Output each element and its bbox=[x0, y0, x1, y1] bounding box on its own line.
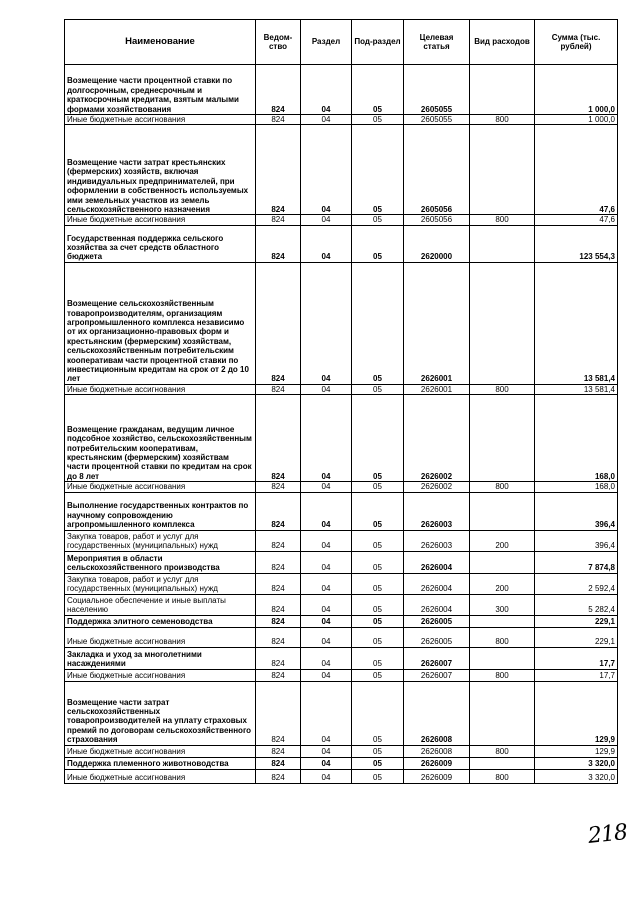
row-name: Возмещение сельскохозяйственным товаропроизводителям, организациям агропромышленного комплекса независимо от их организационно-правовых форм и крестьянским (фермерским) хозяйствам, сельскохозяйственным потребительским кооперативам части процентной ставки по инвестиционным кредитам на срок от 2 до 10 лет bbox=[65, 262, 256, 384]
row-subsection: 05 bbox=[352, 551, 404, 573]
row-sum: 123 554,3 bbox=[535, 225, 618, 262]
row-name: Иные бюджетные ассигнования bbox=[65, 669, 256, 681]
row-dept: 824 bbox=[256, 492, 301, 530]
row-subsection: 05 bbox=[352, 215, 404, 225]
row-subsection: 05 bbox=[352, 573, 404, 594]
row-target: 2626002 bbox=[404, 482, 470, 492]
row-target: 2626002 bbox=[404, 395, 470, 482]
row-name: Закупка товаров, работ и услуг для государственных (муниципальных) нужд bbox=[65, 573, 256, 594]
row-name: Государственная поддержка сельского хозяйства за счет средств областного бюджета bbox=[65, 225, 256, 262]
row-section: 04 bbox=[301, 681, 352, 745]
table-row bbox=[65, 262, 618, 384]
row-name: Закупка товаров, работ и услуг для государственных (муниципальных) нужд bbox=[65, 530, 256, 551]
row-target: 2626003 bbox=[404, 492, 470, 530]
table-row bbox=[65, 647, 618, 669]
row-type: 800 bbox=[470, 745, 535, 757]
row-subsection: 05 bbox=[352, 225, 404, 262]
row-sum: 168,0 bbox=[535, 395, 618, 482]
row-name: Возмещение части затрат крестьянских (фермерских) хозяйств, включая индивидуальных предпринимателей, при оформлении в собственность используемых ими земельных участков из земель сельскохозяйственного назначения bbox=[65, 125, 256, 215]
row-target: 2605056 bbox=[404, 125, 470, 215]
row-section: 04 bbox=[301, 627, 352, 647]
row-section: 04 bbox=[301, 757, 352, 769]
row-name: Возмещение части процентной ставки по долгосрочным, среднесрочным и краткосрочным кредитам, взятым малыми формами хозяйствования bbox=[65, 65, 256, 115]
row-dept: 824 bbox=[256, 615, 301, 627]
row-dept: 824 bbox=[256, 225, 301, 262]
row-subsection: 05 bbox=[352, 65, 404, 115]
row-name: Возмещение части затрат сельскохозяйственных товаропроизводителей на уплату страховых премий по договорам сельскохозяйственного страхования bbox=[65, 681, 256, 745]
row-section: 04 bbox=[301, 745, 352, 757]
table-row bbox=[65, 681, 618, 745]
row-dept: 824 bbox=[256, 115, 301, 125]
page-number: 218 bbox=[586, 820, 629, 849]
row-dept: 824 bbox=[256, 262, 301, 384]
row-type bbox=[470, 647, 535, 669]
row-sum: 1 000,0 bbox=[535, 115, 618, 125]
row-type: 800 bbox=[470, 627, 535, 647]
row-subsection: 05 bbox=[352, 757, 404, 769]
row-sum: 3 320,0 bbox=[535, 769, 618, 783]
table-row bbox=[65, 115, 618, 125]
row-type bbox=[470, 395, 535, 482]
row-sum: 129,9 bbox=[535, 681, 618, 745]
table-row bbox=[65, 65, 618, 115]
row-target: 2626008 bbox=[404, 745, 470, 757]
row-target: 2620000 bbox=[404, 225, 470, 262]
row-subsection: 05 bbox=[352, 647, 404, 669]
row-target: 2626001 bbox=[404, 384, 470, 394]
row-target: 2626004 bbox=[404, 551, 470, 573]
row-type bbox=[470, 65, 535, 115]
row-sum: 396,4 bbox=[535, 530, 618, 551]
header-row bbox=[65, 20, 618, 65]
row-dept: 824 bbox=[256, 551, 301, 573]
row-subsection: 05 bbox=[352, 669, 404, 681]
row-sum: 47,6 bbox=[535, 125, 618, 215]
row-sum: 229,1 bbox=[535, 627, 618, 647]
row-section: 04 bbox=[301, 384, 352, 394]
row-subsection: 05 bbox=[352, 482, 404, 492]
row-subsection: 05 bbox=[352, 262, 404, 384]
row-type bbox=[470, 125, 535, 215]
row-dept: 824 bbox=[256, 530, 301, 551]
row-sum: 5 282,4 bbox=[535, 594, 618, 615]
table-row bbox=[65, 551, 618, 573]
row-name: Возмещение гражданам, ведущим личное подсобное хозяйство, сельскохозяйственным потребительским кооперативам, крестьянским (фермерским) хозяйствам части процентной ставки по кредитам на срок до 8 лет bbox=[65, 395, 256, 482]
table-row bbox=[65, 215, 618, 225]
row-name: Иные бюджетные ассигнования bbox=[65, 215, 256, 225]
row-target: 2605055 bbox=[404, 65, 470, 115]
row-subsection: 05 bbox=[352, 681, 404, 745]
row-section: 04 bbox=[301, 115, 352, 125]
row-dept: 824 bbox=[256, 757, 301, 769]
row-name: Иные бюджетные ассигнования bbox=[65, 627, 256, 647]
row-name: Поддержка племенного животноводства bbox=[65, 757, 256, 769]
row-target: 2626005 bbox=[404, 627, 470, 647]
row-type bbox=[470, 757, 535, 769]
row-section: 04 bbox=[301, 125, 352, 215]
row-dept: 824 bbox=[256, 669, 301, 681]
row-section: 04 bbox=[301, 647, 352, 669]
table-row bbox=[65, 225, 618, 262]
row-sum: 7 874,8 bbox=[535, 551, 618, 573]
row-name: Социальное обеспечение и иные выплаты населению bbox=[65, 594, 256, 615]
row-type: 800 bbox=[470, 669, 535, 681]
row-type bbox=[470, 492, 535, 530]
row-type bbox=[470, 225, 535, 262]
row-target: 2626005 bbox=[404, 615, 470, 627]
row-target: 2626004 bbox=[404, 573, 470, 594]
row-sum: 129,9 bbox=[535, 745, 618, 757]
row-target: 2605055 bbox=[404, 115, 470, 125]
table-row bbox=[65, 530, 618, 551]
row-type bbox=[470, 551, 535, 573]
row-sum: 13 581,4 bbox=[535, 262, 618, 384]
row-type bbox=[470, 681, 535, 745]
row-sum: 2 592,4 bbox=[535, 573, 618, 594]
row-subsection: 05 bbox=[352, 769, 404, 783]
row-section: 04 bbox=[301, 215, 352, 225]
table-row bbox=[65, 769, 618, 783]
table-row bbox=[65, 615, 618, 627]
row-dept: 824 bbox=[256, 627, 301, 647]
row-section: 04 bbox=[301, 573, 352, 594]
row-section: 04 bbox=[301, 65, 352, 115]
row-section: 04 bbox=[301, 262, 352, 384]
row-target: 2626009 bbox=[404, 757, 470, 769]
row-target: 2626008 bbox=[404, 681, 470, 745]
row-subsection: 05 bbox=[352, 530, 404, 551]
row-name: Иные бюджетные ассигнования bbox=[65, 384, 256, 394]
row-sum: 396,4 bbox=[535, 492, 618, 530]
row-type: 200 bbox=[470, 530, 535, 551]
row-dept: 824 bbox=[256, 395, 301, 482]
row-dept: 824 bbox=[256, 215, 301, 225]
row-type: 800 bbox=[470, 215, 535, 225]
row-section: 04 bbox=[301, 551, 352, 573]
header-dept: Ведом-ство bbox=[256, 20, 301, 65]
table-row bbox=[65, 669, 618, 681]
row-type: 800 bbox=[470, 115, 535, 125]
row-target: 2626001 bbox=[404, 262, 470, 384]
header-sum: Сумма (тыс. рублей) bbox=[535, 20, 618, 65]
row-sum: 168,0 bbox=[535, 482, 618, 492]
row-section: 04 bbox=[301, 395, 352, 482]
row-type: 800 bbox=[470, 769, 535, 783]
header-type: Вид расходов bbox=[470, 20, 535, 65]
row-dept: 824 bbox=[256, 745, 301, 757]
row-name: Иные бюджетные ассигнования bbox=[65, 482, 256, 492]
row-dept: 824 bbox=[256, 482, 301, 492]
table-row bbox=[65, 482, 618, 492]
table-row bbox=[65, 125, 618, 215]
row-dept: 824 bbox=[256, 573, 301, 594]
row-dept: 824 bbox=[256, 125, 301, 215]
header-target: Целевая статья bbox=[404, 20, 470, 65]
row-type: 200 bbox=[470, 573, 535, 594]
row-sum: 3 320,0 bbox=[535, 757, 618, 769]
row-subsection: 05 bbox=[352, 125, 404, 215]
row-name: Мероприятия в области сельскохозяйственного производства bbox=[65, 551, 256, 573]
budget-table bbox=[64, 19, 618, 784]
row-subsection: 05 bbox=[352, 115, 404, 125]
row-section: 04 bbox=[301, 530, 352, 551]
row-type: 800 bbox=[470, 384, 535, 394]
row-type bbox=[470, 615, 535, 627]
row-dept: 824 bbox=[256, 65, 301, 115]
row-name: Выполнение государственных контрактов по научному сопровождению агропромышленного комплекса bbox=[65, 492, 256, 530]
table-row bbox=[65, 594, 618, 615]
row-type bbox=[470, 262, 535, 384]
row-name: Иные бюджетные ассигнования bbox=[65, 769, 256, 783]
table-row bbox=[65, 384, 618, 394]
row-section: 04 bbox=[301, 769, 352, 783]
row-sum: 1 000,0 bbox=[535, 65, 618, 115]
row-name: Иные бюджетные ассигнования bbox=[65, 745, 256, 757]
header-name: Наименование bbox=[65, 20, 256, 65]
row-dept: 824 bbox=[256, 384, 301, 394]
row-subsection: 05 bbox=[352, 627, 404, 647]
row-target: 2626004 bbox=[404, 594, 470, 615]
row-section: 04 bbox=[301, 594, 352, 615]
row-dept: 824 bbox=[256, 647, 301, 669]
row-section: 04 bbox=[301, 492, 352, 530]
row-subsection: 05 bbox=[352, 745, 404, 757]
row-sum: 47,6 bbox=[535, 215, 618, 225]
header-subsection: Под-раздел bbox=[352, 20, 404, 65]
table-row bbox=[65, 573, 618, 594]
row-sum: 229,1 bbox=[535, 615, 618, 627]
table-row bbox=[65, 395, 618, 482]
row-target: 2605056 bbox=[404, 215, 470, 225]
row-section: 04 bbox=[301, 482, 352, 492]
table-row bbox=[65, 745, 618, 757]
row-subsection: 05 bbox=[352, 492, 404, 530]
row-sum: 17,7 bbox=[535, 669, 618, 681]
row-subsection: 05 bbox=[352, 384, 404, 394]
row-name: Поддержка элитного семеноводства bbox=[65, 615, 256, 627]
row-dept: 824 bbox=[256, 681, 301, 745]
row-name: Закладка и уход за многолетними насаждениями bbox=[65, 647, 256, 669]
row-section: 04 bbox=[301, 615, 352, 627]
row-dept: 824 bbox=[256, 769, 301, 783]
row-type: 800 bbox=[470, 482, 535, 492]
header-section: Раздел bbox=[301, 20, 352, 65]
row-sum: 13 581,4 bbox=[535, 384, 618, 394]
row-target: 2626007 bbox=[404, 647, 470, 669]
row-type: 300 bbox=[470, 594, 535, 615]
row-subsection: 05 bbox=[352, 395, 404, 482]
row-dept: 824 bbox=[256, 594, 301, 615]
row-sum: 17,7 bbox=[535, 647, 618, 669]
row-target: 2626009 bbox=[404, 769, 470, 783]
row-subsection: 05 bbox=[352, 615, 404, 627]
table-row bbox=[65, 757, 618, 769]
row-subsection: 05 bbox=[352, 594, 404, 615]
table-row bbox=[65, 627, 618, 647]
row-name: Иные бюджетные ассигнования bbox=[65, 115, 256, 125]
row-target: 2626007 bbox=[404, 669, 470, 681]
row-section: 04 bbox=[301, 669, 352, 681]
row-target: 2626003 bbox=[404, 530, 470, 551]
row-section: 04 bbox=[301, 225, 352, 262]
table-row bbox=[65, 492, 618, 530]
